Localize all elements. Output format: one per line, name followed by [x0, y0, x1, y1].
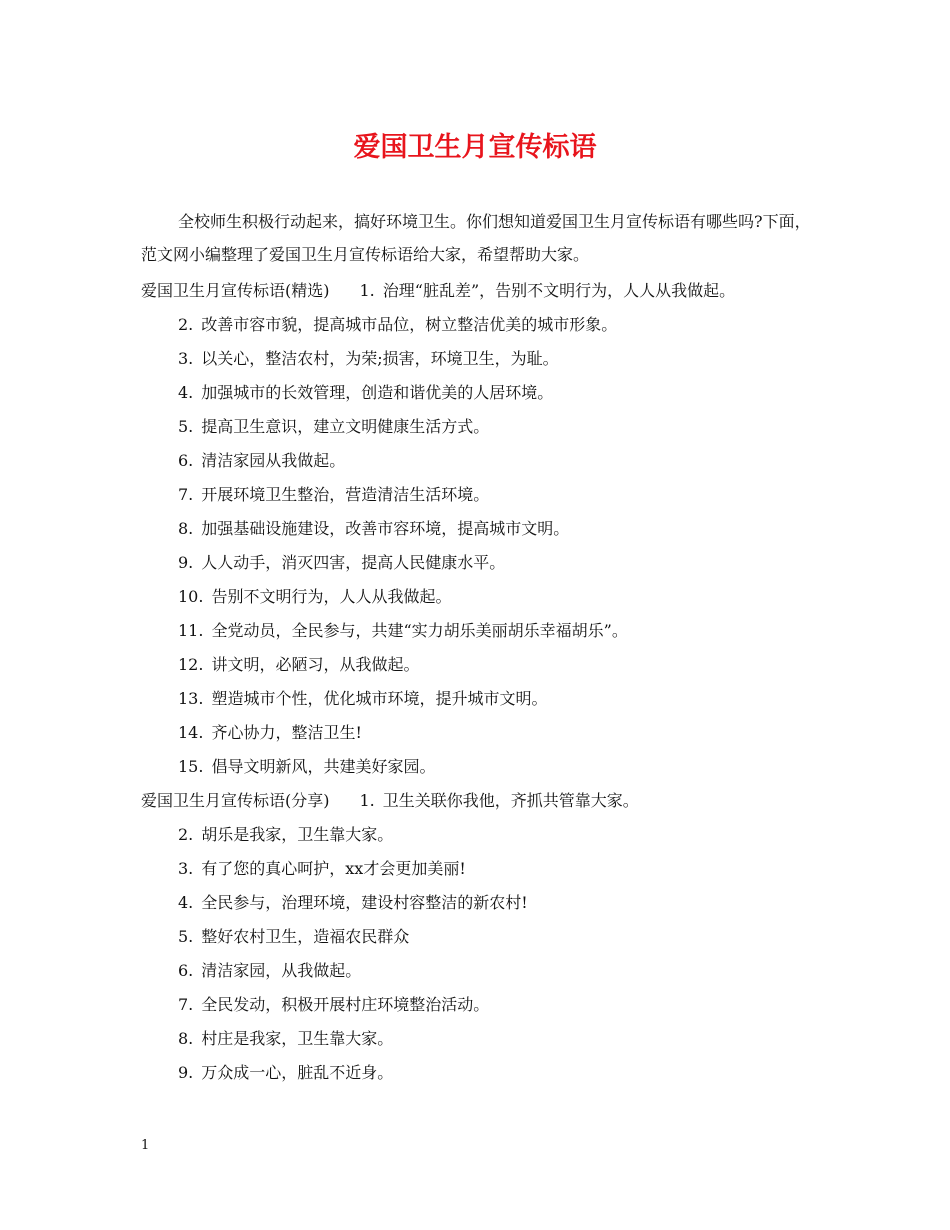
list-item: 7. 全民发动，积极开展村庄环境整治活动。 [178, 995, 490, 1014]
list-item: 4. 全民参与，治理环境，建设村容整洁的新农村! [178, 893, 528, 912]
section1-item-1-text: 治理“脏乱差”，告别不文明行为，人人从我做起。 [382, 281, 736, 300]
list-item: 7. 开展环境卫生整治，营造清洁生活环境。 [178, 485, 490, 504]
list-item: 6. 清洁家园从我做起。 [178, 451, 346, 470]
page-number: 1 [141, 1138, 150, 1153]
list-item: 10. 告别不文明行为，人人从我做起。 [178, 587, 452, 606]
list-item: 11. 全党动员，全民参与，共建“实力胡乐美丽胡乐幸福胡乐”。 [178, 621, 628, 640]
section2-item-1-text: 卫生关联你我他，齐抓共管靠大家。 [382, 791, 639, 810]
intro-paragraph: 全校师生积极行动起来，搞好环境卫生。你们想知道爱国卫生月宣传标语有哪些吗?下面，范文网小编整理了爱国卫生月宣传标语给大家，希望帮助大家。 [141, 212, 811, 264]
list-item: 8. 村庄是我家，卫生靠大家。 [178, 1029, 394, 1048]
list-item: 4. 加强城市的长效管理，创造和谐优美的人居环境。 [178, 383, 554, 402]
list-item: 6. 清洁家园，从我做起。 [178, 961, 362, 980]
list-item: 3. 有了您的真心呵护，xx才会更加美丽! [178, 859, 466, 878]
list-item: 15. 倡导文明新风，共建美好家园。 [178, 757, 436, 776]
list-item: 2. 改善市容市貌，提高城市品位，树立整洁优美的城市形象。 [178, 315, 618, 334]
section1-list [141, 308, 821, 784]
list-item: 8. 加强基础设施建设，改善市容环境，提高城市文明。 [178, 519, 570, 538]
list-item: 12. 讲文明，必陋习，从我做起。 [178, 655, 420, 674]
list-item: 9. 万众成一心，脏乱不近身。 [178, 1063, 394, 1082]
section2-heading-line [141, 784, 821, 818]
section2-item-1-num: 1. [359, 791, 375, 810]
list-item: 9. 人人动手，消灭四害，提高人民健康水平。 [178, 553, 506, 572]
section2-list [141, 818, 821, 1090]
list-item: 5. 提高卫生意识，建立文明健康生活方式。 [178, 417, 490, 436]
section1-heading-line [141, 274, 821, 308]
list-item: 14. 齐心协力，整洁卫生! [178, 723, 362, 742]
list-item: 13. 塑造城市个性，优化城市环境，提升城市文明。 [178, 689, 548, 708]
document-body [141, 274, 821, 1090]
list-item: 3. 以关心，整洁农村，为荣;损害，环境卫生，为耻。 [178, 349, 559, 368]
list-item: 2. 胡乐是我家，卫生靠大家。 [178, 825, 394, 844]
section1-heading: 爱国卫生月宣传标语(精选) [141, 281, 330, 300]
section1-item-1-num: 1. [359, 281, 375, 300]
list-item: 5. 整好农村卫生，造福农民群众 [178, 927, 410, 946]
section2-heading: 爱国卫生月宣传标语(分享) [141, 791, 330, 810]
document-title: 爱国卫生月宣传标语 [353, 132, 597, 163]
